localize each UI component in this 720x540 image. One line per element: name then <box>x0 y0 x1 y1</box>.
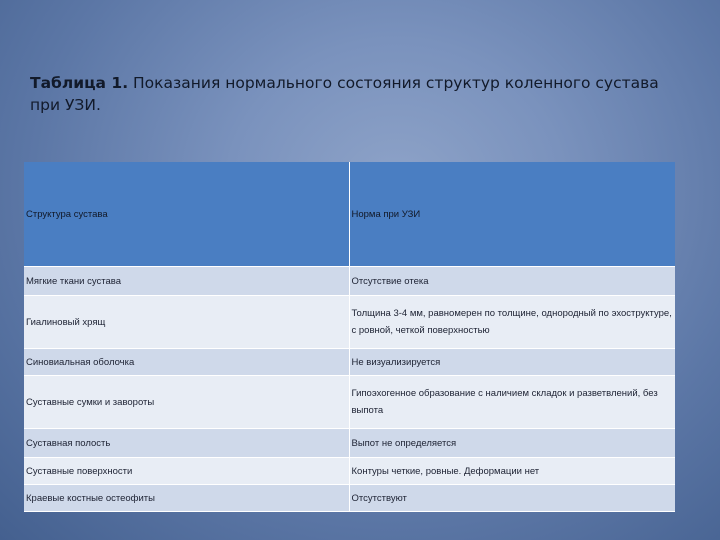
cell-structure: Суставная полость <box>24 429 349 458</box>
cell-structure: Суставные поверхности <box>24 458 349 485</box>
cell-norm: Толщина 3-4 мм, равномерен по толщине, однородный по эхоструктуре, с ровной, четкой поверхностью <box>349 296 675 349</box>
cell-norm: Не визуализируется <box>349 349 675 376</box>
cell-structure: Синовиальная оболочка <box>24 349 349 376</box>
table-row <box>24 376 675 429</box>
table-row <box>24 267 675 296</box>
table-row <box>24 485 675 512</box>
table-caption: Показания нормального состояния структур коленного сустава при УЗИ. <box>30 74 659 114</box>
header-structure: Структура сустава <box>24 162 349 267</box>
cell-structure: Мягкие ткани сустава <box>24 267 349 296</box>
table-header-row <box>24 162 675 267</box>
table-row <box>24 458 675 485</box>
header-norm: Норма при УЗИ <box>349 162 675 267</box>
knee-ultrasound-table <box>24 162 675 512</box>
table-label: Таблица 1. <box>30 74 129 92</box>
cell-norm: Отсутствуют <box>349 485 675 512</box>
cell-structure: Суставные сумки и завороты <box>24 376 349 429</box>
slide-title <box>30 72 690 116</box>
table-row <box>24 429 675 458</box>
table-row <box>24 349 675 376</box>
cell-norm: Контуры четкие, ровные. Деформации нет <box>349 458 675 485</box>
cell-structure: Краевые костные остеофиты <box>24 485 349 512</box>
table-row <box>24 296 675 349</box>
cell-norm: Выпот не определяется <box>349 429 675 458</box>
cell-norm: Отсутствие отека <box>349 267 675 296</box>
cell-structure: Гиалиновый хрящ <box>24 296 349 349</box>
cell-norm: Гипоэхогенное образование с наличием складок и разветвлений, без выпота <box>349 376 675 429</box>
